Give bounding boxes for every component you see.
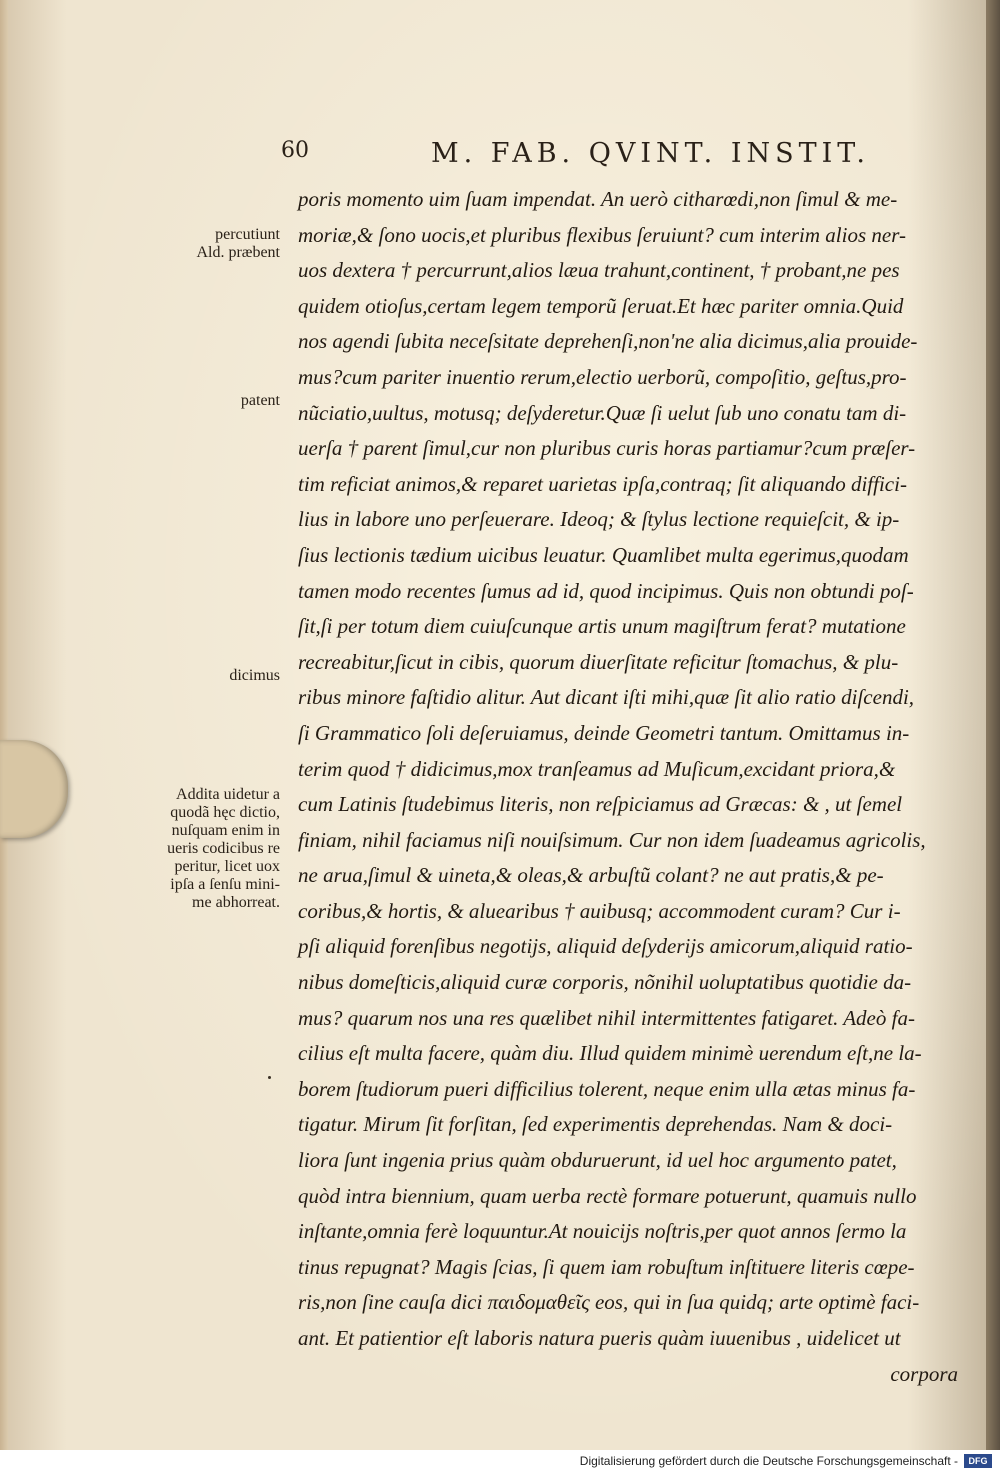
- text-line: terim quod † didicimus,mox tranſeamus ad Muſicum,excidant priora,&: [298, 756, 896, 781]
- text-line: uerſa † parent ſimul,cur non pluribus curis horas partiamur?cum præſer-: [298, 436, 916, 461]
- text-line: liora ſunt ingenia prius quàm obduruerunt, id uel hoc argumento patet,: [298, 1148, 897, 1173]
- text-line: tigatur. Mirum ſit forſitan, ſed experimentis deprehendas. Nam & doci-: [298, 1112, 893, 1137]
- text-line: quòd intra biennium, quam uerba rectè formare potuerunt, quamuis nullo: [298, 1183, 917, 1208]
- body-text: [298, 182, 958, 1392]
- margin-note-line: Addita uidetur a: [176, 786, 280, 803]
- text-line: tim reficiat animos,& reparet uarietas ipſa,contraq; ſit aliquando diffici-: [298, 471, 907, 496]
- margin-note-line: ueris codicibus re: [167, 840, 280, 857]
- margin-note-line: dicimus: [229, 667, 280, 684]
- margin-note-line: peritur, licet uox: [174, 858, 280, 875]
- text-line: ribus minore faſtidio alitur. Aut dicant iſti mihi,quæ ſit alio ratio diſcendi,: [298, 685, 915, 710]
- margin-note-line: Ald. præbent: [196, 244, 280, 261]
- page-edge: [986, 0, 1000, 1450]
- text-line: cum Latinis ſtudebimus literis, non reſpiciamus ad Græcas: & , ut ſemel: [298, 792, 903, 817]
- dfg-logo: DFG: [964, 1454, 992, 1468]
- margin-note-line: me abhorreat.: [192, 894, 280, 911]
- text-line: ſit,ſi per totum diem cuiuſcunque artis unum magiſtrum ferat? mutatione: [298, 614, 906, 639]
- margin-note-variant-reading: [0, 392, 280, 410]
- text-line: nibus domeſticis,aliquid curæ corporis, nõnihil uoluptatibus quotidie da-: [298, 970, 912, 995]
- text-line: mus?cum pariter inuentio rerum,electio uerborũ, compoſitio, geſtus,pro-: [298, 364, 907, 389]
- text-line: tamen modo recentes ſumus ad id, quod incipimus. Quis non obtundi poſ-: [298, 578, 914, 603]
- text-line: pſi aliquid forenſibus negotijs, aliquid deſyderijs amicorum,aliquid ratio-: [298, 934, 913, 959]
- text-line: nũciatio,uultus, motusq; deſyderetur.Quæ ſi uelut ſub uno conatu tam di-: [298, 400, 907, 425]
- text-line: inſtante,omnia ferè loquuntur.At nouicijs noſtris,per quot annos ſermo la: [298, 1219, 907, 1244]
- text-line: ſius lectionis tædium uicibus leuatur. Quamlibet multa egerimus,quodam: [298, 542, 909, 567]
- text-line: nos agendi ſubita neceſsitate deprehenſi,non'ne alia dicimus,alia prouide-: [298, 329, 918, 354]
- text-line: moriæ,& ſono uocis,et pluribus flexibus ſeruiunt? cum interim alios ner-: [298, 222, 906, 247]
- text-line: quidem otioſus,certam legem temporũ ſeruat.Et hæc pariter omnia.Quid: [298, 293, 904, 318]
- page-number: 60: [281, 138, 309, 163]
- margin-note-line: percutiunt: [215, 226, 280, 243]
- text-line: borem ſtudiorum pueri difficilius tolerent, neque enim ulla ætas minus fa-: [298, 1076, 916, 1101]
- text-line: ſi Grammatico ſoli deſeruiamus, deinde Geometri tantum. Omittamus in-: [298, 720, 910, 745]
- running-head: [0, 138, 1000, 178]
- text-line: cilius eſt multa facere, quàm diu. Illud quidem minimè uerendum eſt,ne la-: [298, 1041, 922, 1066]
- margin-note-variant-reading: [0, 667, 280, 685]
- text-line: ant. Et patientior eſt laboris natura pueris quàm iuuenibus , uidelicet ut: [298, 1326, 901, 1350]
- text-line: finiam, nihil faciamus niſi nouiſsimum. Cur non idem ſuadeamus agricolis,: [298, 827, 926, 852]
- margin-note-line: ipſa a ſenſu mini-: [170, 876, 280, 893]
- text-line: mus? quarum nos una res quælibet nihil intermittentes fatigaret. Adeò fa-: [298, 1005, 915, 1030]
- margin-note-variant-reading: [0, 226, 280, 262]
- footer-credit: Digitalisierung gefördert durch die Deutsche Forschungsgemeinschaft -: [579, 1454, 958, 1468]
- text-line: coribus,& hortis, & aluearibus † auibusq; accommodent curam? Cur i-: [298, 898, 901, 923]
- margin-note-line: quodã hęc dictio,: [170, 804, 280, 821]
- text-line: poris momento uim ſuam impendat. An uerò citharœdi,non ſimul & me-: [298, 187, 898, 211]
- margin-note-line: patent: [240, 392, 280, 409]
- margin-note-line: nuſquam enim in: [171, 822, 280, 839]
- text-line: uos dextera † percurrunt,alios læua trahunt,continent, † probant,ne pes: [298, 258, 900, 283]
- text-line: lius in labore uno perſeuerare. Ideoq; & ſtylus lectione requieſcit, & ip-: [298, 507, 900, 532]
- footer-bar: [0, 1450, 1000, 1474]
- text-line: ris,non ſine cauſa dici παιδομαθεῖς eos, qui in ſua quidq; arte optimè faci-: [298, 1290, 920, 1315]
- margin-note-commentary: [0, 786, 280, 912]
- text-line: ne arua,ſimul & uineta,& oleas,& arbuſtũ colant? ne aut pratis,& pe-: [298, 863, 884, 888]
- text-line: recreabitur,ſicut in cibis, quorum diuerſitate reficitur ſtomachus, & plu-: [298, 649, 899, 674]
- catchword: corpora: [890, 1361, 958, 1386]
- text-line: tinus repugnat? Magis ſcias, ſi quem iam robuſtum inſtituere literis cœpe-: [298, 1254, 915, 1279]
- running-title: M. FAB. QVINT. INSTIT.: [431, 138, 870, 169]
- ink-speck: [268, 1076, 271, 1079]
